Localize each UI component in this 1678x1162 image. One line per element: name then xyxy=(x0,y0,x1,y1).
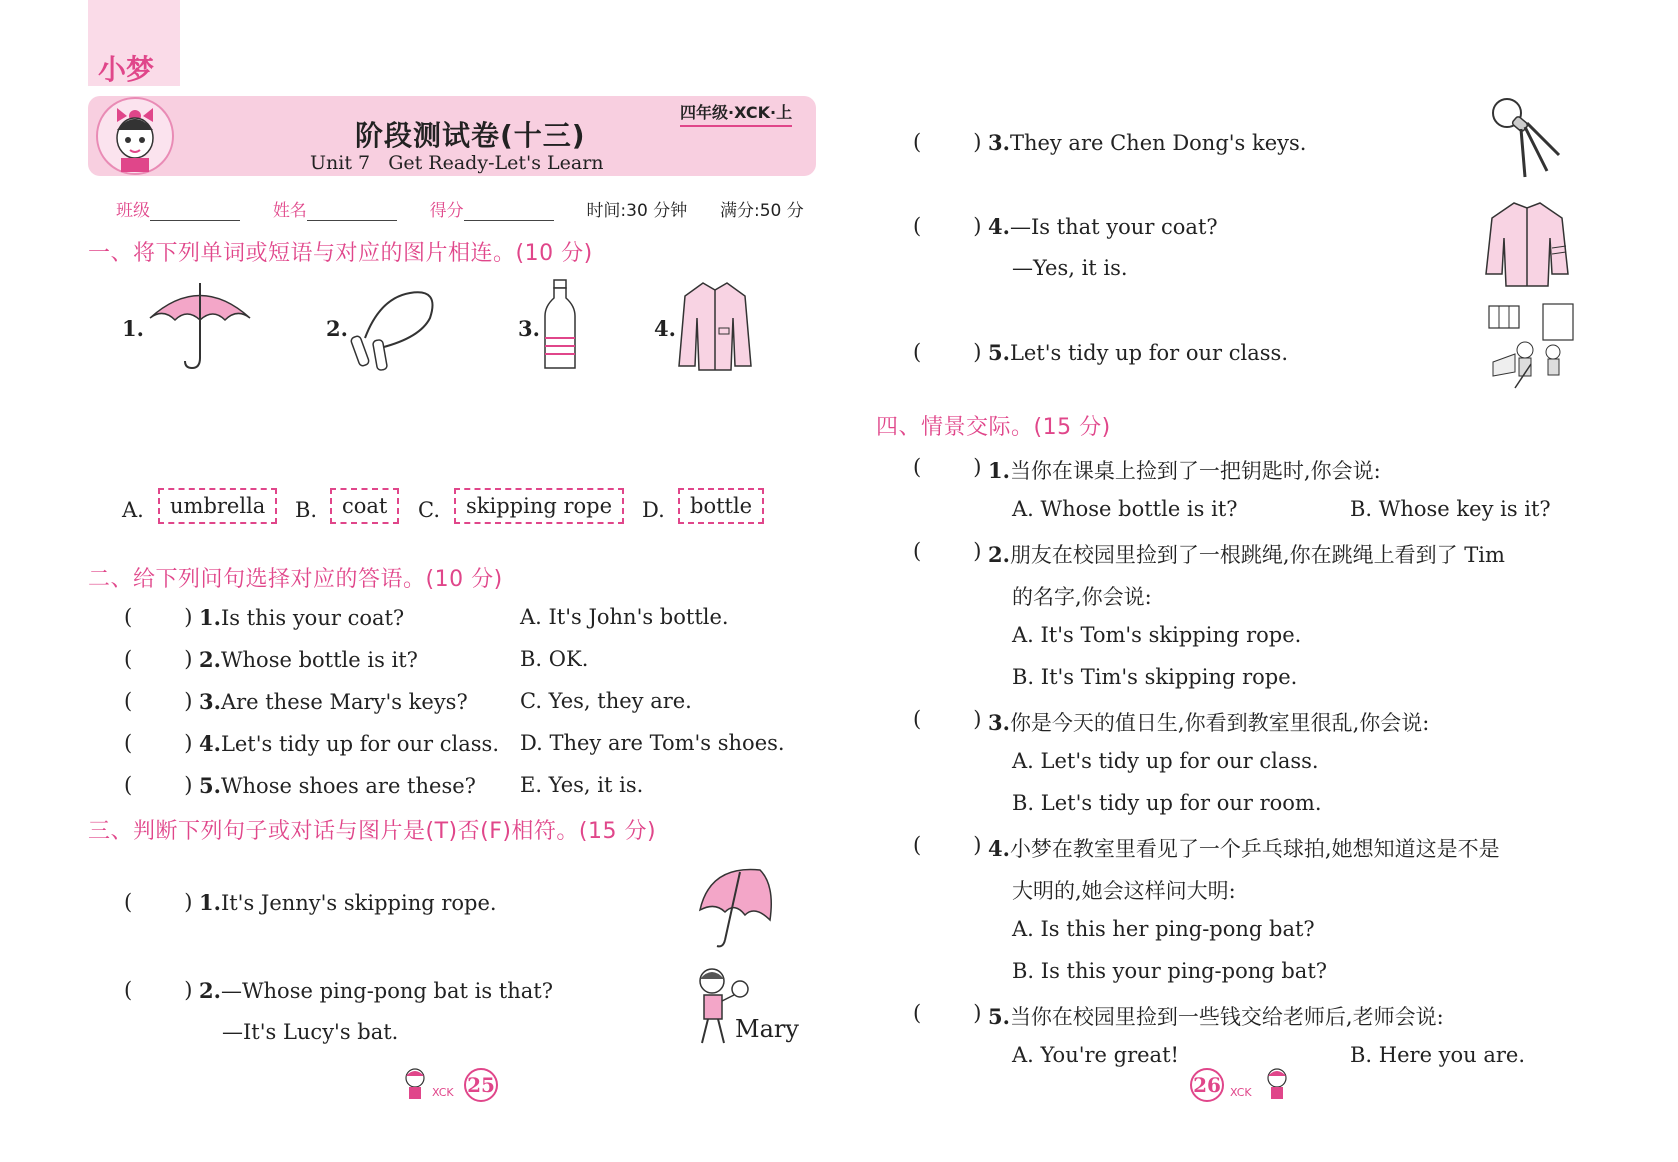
answer-option-d: D. They are Tom's shoes. xyxy=(520,731,785,755)
grade-label: 四年级·XCK·上 xyxy=(680,100,792,127)
pic-number-2: 2. xyxy=(326,316,348,341)
word-box-skipping-rope[interactable]: skipping rope xyxy=(454,488,624,524)
question-2: 2.Whose bottle is it? xyxy=(199,647,418,672)
answer-paren[interactable]: ( ) xyxy=(913,707,982,731)
answer-option-b: B. OK. xyxy=(520,647,589,671)
question-4: 4.Let's tidy up for our class. xyxy=(199,731,499,756)
tf-item-5: 5.Let's tidy up for our class. xyxy=(988,340,1288,365)
scenario-1-option-a: A. Whose bottle is it? xyxy=(1012,497,1238,521)
answer-option-e: E. Yes, it is. xyxy=(520,773,644,797)
scenario-3-option-b: B. Let's tidy up for our room. xyxy=(1012,791,1322,815)
answer-option-c: C. Yes, they are. xyxy=(520,689,692,713)
scenario-4: 4.小梦在教室里看见了一个乒乓球拍,她想知道这是不是 xyxy=(988,836,1500,861)
footer-code-right: XCK xyxy=(1230,1086,1252,1099)
mascot-girl-icon xyxy=(95,88,175,178)
score-field[interactable] xyxy=(464,203,554,221)
jacket-icon xyxy=(1482,198,1572,288)
score-label: 得分 xyxy=(429,201,464,221)
tf-item-1: 1.It's Jenny's skipping rope. xyxy=(199,890,497,915)
answer-paren[interactable]: ( ) xyxy=(124,773,193,797)
footer-code-left: XCK xyxy=(432,1086,454,1099)
word-letter-b: B. xyxy=(295,498,318,522)
question-1: 1.Is this your coat? xyxy=(199,605,405,630)
skipping-rope-icon xyxy=(350,278,450,373)
answer-paren[interactable]: ( ) xyxy=(913,455,982,479)
answer-paren[interactable]: ( ) xyxy=(913,130,982,154)
scenario-1-option-b: B. Whose key is it? xyxy=(1350,497,1551,521)
word-box-coat[interactable]: coat xyxy=(330,488,399,524)
scenario-2-cont: 的名字,你会说: xyxy=(1012,585,1152,609)
class-label: 班级 xyxy=(116,201,150,221)
answer-paren[interactable]: ( ) xyxy=(124,689,193,713)
scenario-2-option-b: B. It's Tim's skipping rope. xyxy=(1012,665,1298,689)
test-title: 阶段测试卷(十三) xyxy=(355,119,586,152)
scenario-1: 1.当你在课桌上捡到了一把钥匙时,你会说: xyxy=(988,458,1381,483)
answer-paren[interactable]: ( ) xyxy=(124,647,193,671)
section3-heading: 三、判断下列句子或对话与图片是(T)否(F)相符。(15 分) xyxy=(88,819,657,844)
scenario-2: 2.朋友在校园里捡到了一根跳绳,你在跳绳上看到了 Tim xyxy=(988,542,1505,567)
info-row xyxy=(116,196,804,221)
scenario-3: 3.你是今天的值日生,你看到教室里很乱,你会说: xyxy=(988,710,1430,735)
bottle-icon xyxy=(540,278,580,373)
tf-item-4: 4.—Is that your coat? xyxy=(988,214,1218,239)
word-letter-d: D. xyxy=(642,498,665,522)
picture-label-mary: Mary xyxy=(735,1015,799,1043)
section1-heading: 一、将下列单词或短语与对应的图片相连。(10 分) xyxy=(88,241,593,266)
answer-paren[interactable]: ( ) xyxy=(913,1001,982,1025)
word-box-umbrella[interactable]: umbrella xyxy=(158,488,277,524)
tf-item-2: 2.—Whose ping-pong bat is that? xyxy=(199,978,553,1003)
scenario-5: 5.当你在校园里捡到一些钱交给老师后,老师会说: xyxy=(988,1004,1444,1029)
scenario-4-cont: 大明的,她会这样问大明: xyxy=(1012,879,1236,903)
answer-paren[interactable]: ( ) xyxy=(913,340,982,364)
coat-icon xyxy=(675,278,755,373)
umbrella-pink-icon xyxy=(690,860,780,950)
answer-paren[interactable]: ( ) xyxy=(913,214,982,238)
right-footer xyxy=(1190,1066,1300,1106)
answer-paren[interactable]: ( ) xyxy=(124,890,193,914)
brand-logo xyxy=(88,0,180,86)
name-field[interactable] xyxy=(307,203,397,221)
word-letter-c: C. xyxy=(418,498,440,522)
pic-number-1: 1. xyxy=(122,316,144,341)
section4-heading: 四、情景交际。(15 分) xyxy=(876,415,1111,440)
page-number-right: 26 xyxy=(1190,1068,1224,1102)
answer-option-a: A. It's John's bottle. xyxy=(520,605,729,629)
word-box-bottle[interactable]: bottle xyxy=(678,488,764,524)
class-field[interactable] xyxy=(150,203,240,221)
scenario-4-option-b: B. Is this your ping-pong bat? xyxy=(1012,959,1328,983)
answer-paren[interactable]: ( ) xyxy=(124,731,193,755)
full-score-info: 满分:50 分 xyxy=(720,201,804,221)
question-3: 3.Are these Mary's keys? xyxy=(199,689,468,714)
umbrella-icon xyxy=(145,278,255,373)
word-letter-a: A. xyxy=(122,498,144,522)
answer-paren[interactable]: ( ) xyxy=(913,833,982,857)
name-label: 姓名 xyxy=(272,201,307,221)
brand-text: 小梦 xyxy=(98,53,155,86)
scenario-4-option-a: A. Is this her ping-pong bat? xyxy=(1012,917,1315,941)
scenario-5-option-a: A. You're great! xyxy=(1012,1043,1179,1067)
left-footer xyxy=(400,1066,500,1106)
pic-number-3: 3. xyxy=(518,316,540,341)
question-5: 5.Whose shoes are these? xyxy=(199,773,476,798)
time-info: 时间:30 分钟 xyxy=(586,201,688,221)
unit-subtitle: Unit 7 Get Ready-Let's Learn xyxy=(310,152,604,174)
scenario-5-option-b: B. Here you are. xyxy=(1350,1043,1526,1067)
scenario-2-option-a: A. It's Tom's skipping rope. xyxy=(1012,623,1302,647)
pic-number-4: 4. xyxy=(654,316,676,341)
tidy-up-room-icon xyxy=(1485,302,1580,392)
page-number-left: 25 xyxy=(464,1068,498,1102)
mascot-small-icon xyxy=(1262,1066,1292,1102)
keys-icon xyxy=(1485,95,1565,185)
tf-item-4-reply: —Yes, it is. xyxy=(1012,256,1128,280)
answer-paren[interactable]: ( ) xyxy=(124,605,193,629)
answer-paren[interactable]: ( ) xyxy=(913,539,982,563)
scenario-3-option-a: A. Let's tidy up for our class. xyxy=(1012,749,1319,773)
tf-item-2-reply: —It's Lucy's bat. xyxy=(222,1020,399,1044)
answer-paren[interactable]: ( ) xyxy=(124,978,193,1002)
mascot-small-icon xyxy=(400,1066,430,1102)
section2-heading: 二、给下列问句选择对应的答语。(10 分) xyxy=(88,567,503,592)
tf-item-3: 3.They are Chen Dong's keys. xyxy=(988,130,1307,155)
